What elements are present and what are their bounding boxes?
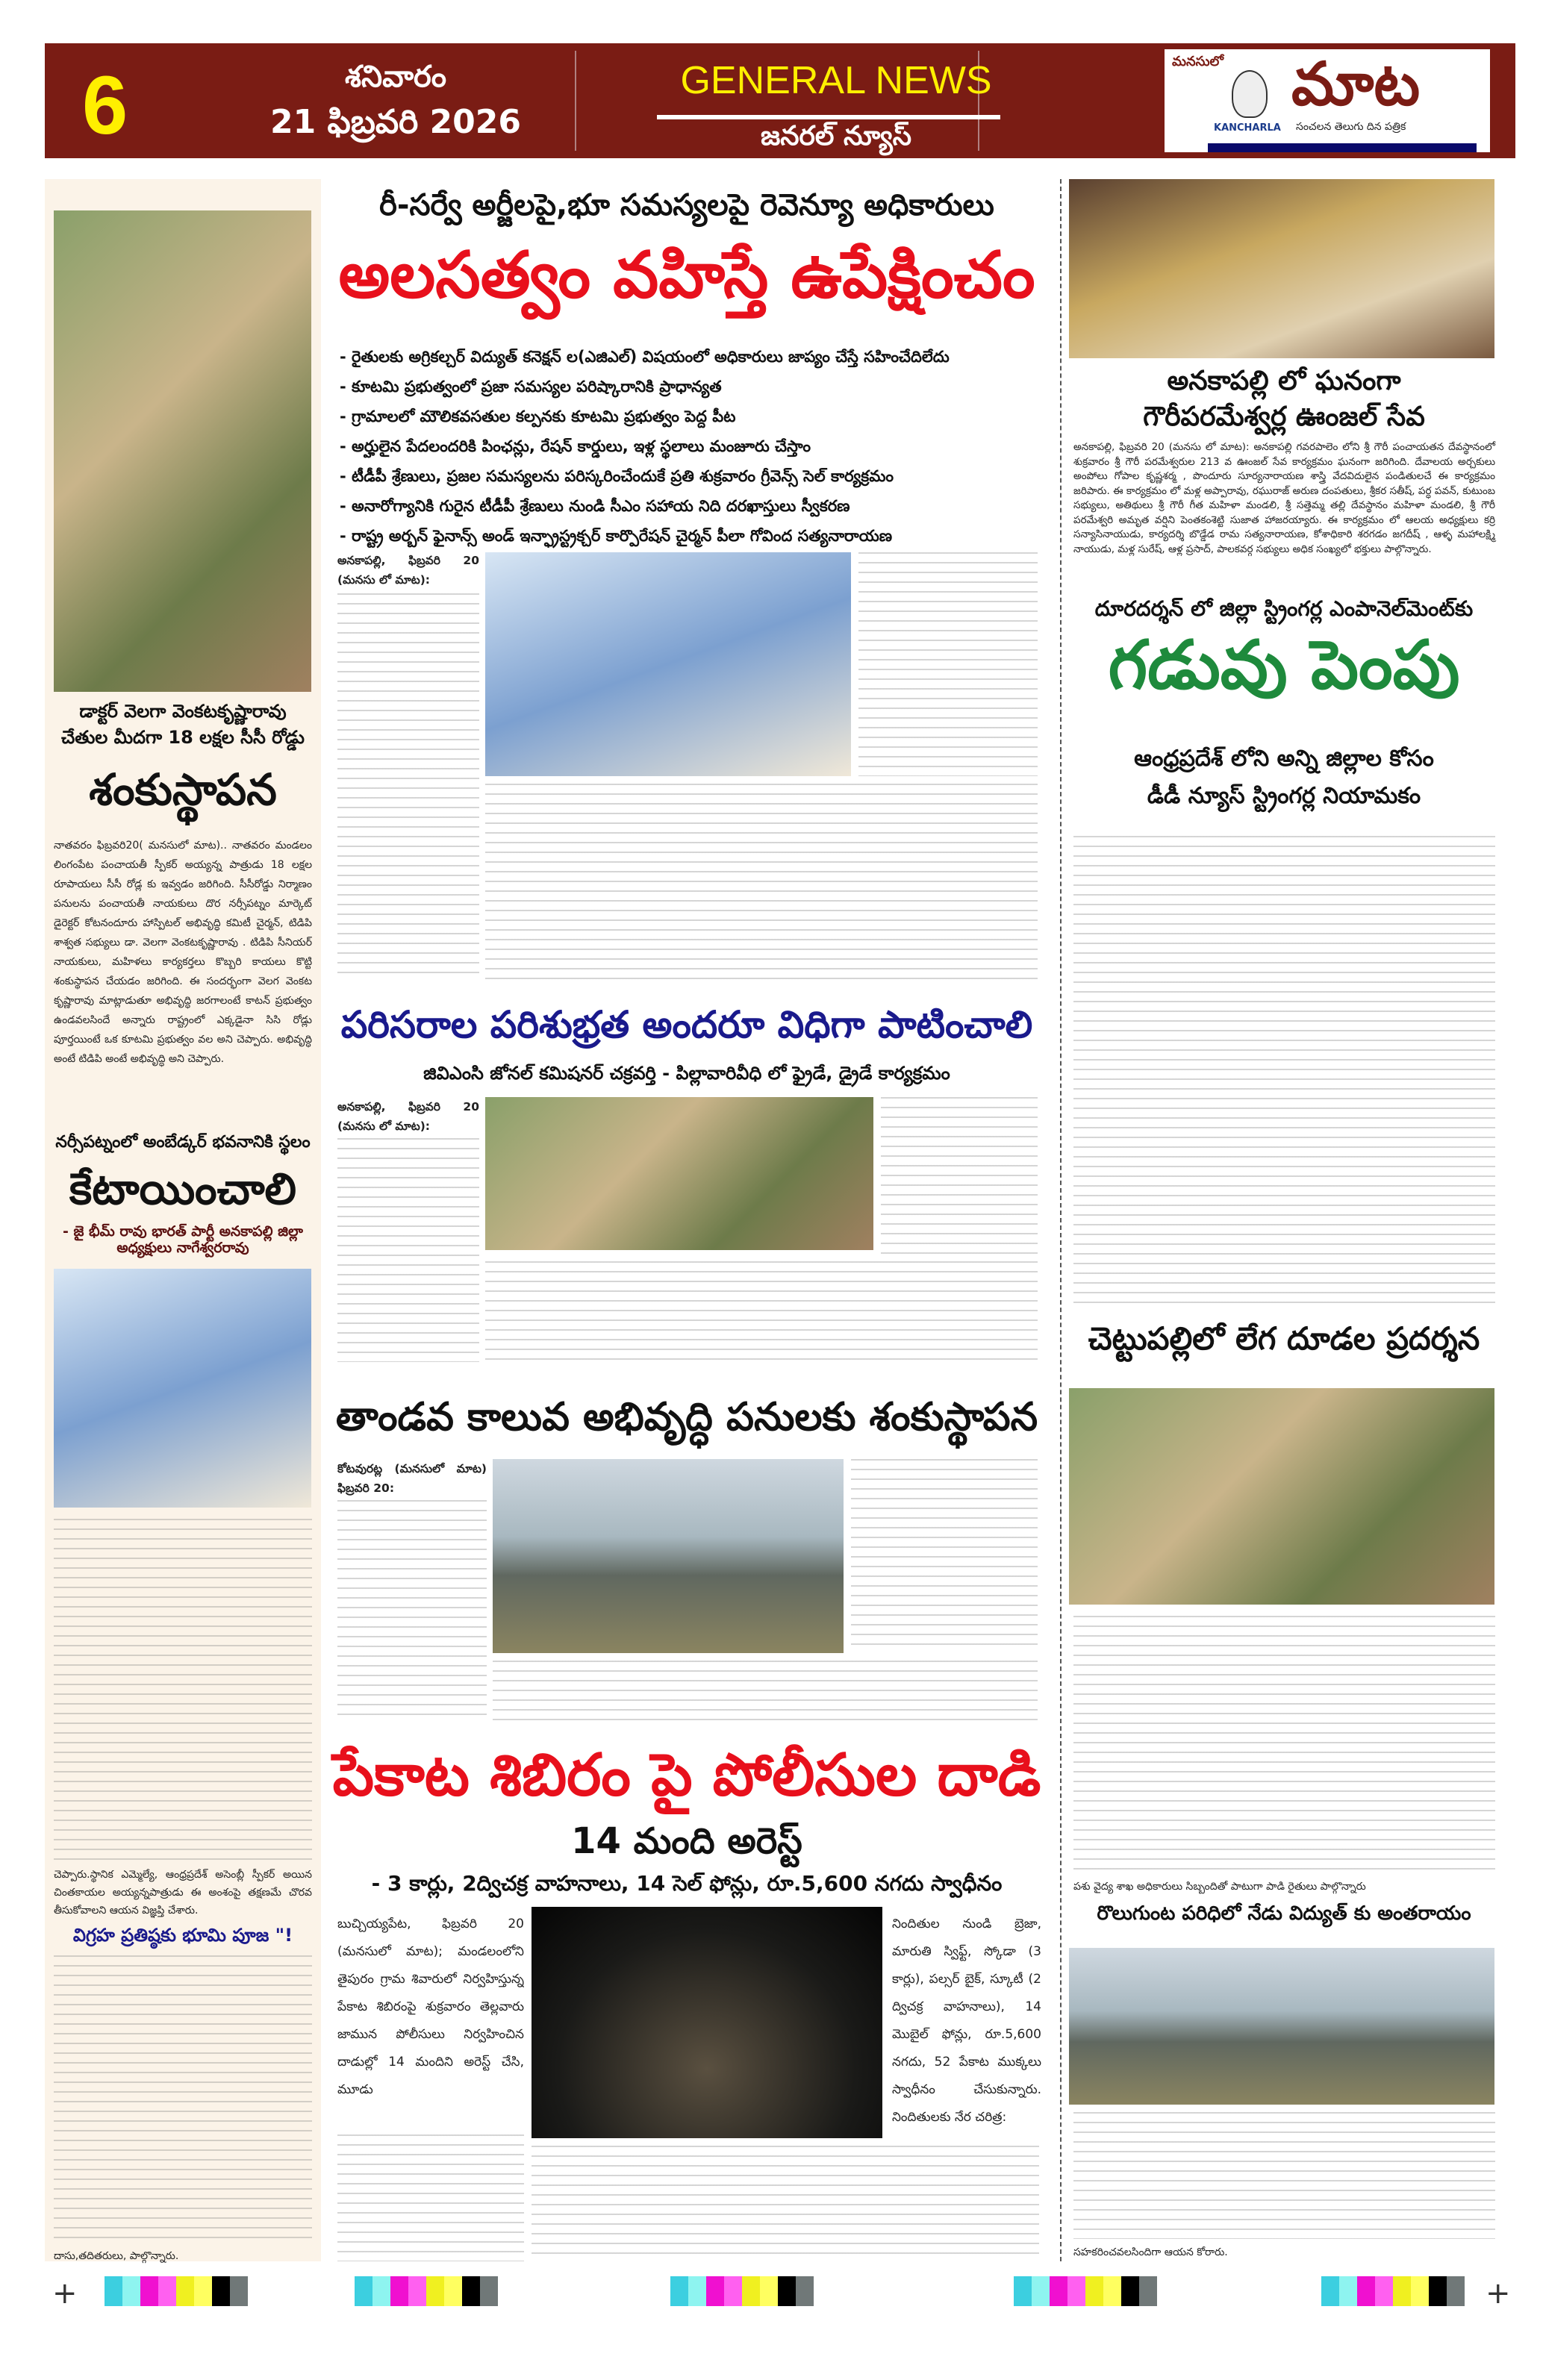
subheadline: ఆంధ్రప్రదేశ్ లోని అన్ని జిల్లాల కోసం	[1134, 746, 1434, 772]
article-body-end: చెప్పారు.స్థానిక ఎమ్మెల్యే, ఆంధ్రప్రదేశ్ అసెంబ్లీ స్పీకర్ అయిన చింతకాయల అయ్యన్నపాత్రుడు ఈ అంశంపై తక్షణమే చొరవ తీసుకోవాలని ఆయన విజ్ఞప్తి చేశారు.	[54, 1869, 312, 1917]
day: శనివారం	[345, 60, 446, 94]
dateline: అనకాపల్లి, ఫిబ్రవరి 20 (మనసు లో మాట):	[337, 1100, 479, 1133]
color-bar	[355, 2276, 498, 2306]
text-lines	[337, 1138, 479, 1362]
registration-mark: +	[1486, 2276, 1511, 2311]
canal-photo	[493, 1459, 844, 1653]
bullet: - గ్రామాలలో మౌలికవసతుల కల్పనకు కూటమి ప్రభుత్వం పెద్ద పీట	[340, 407, 736, 425]
subheadline: జివిఎంసి జోనల్ కమిషనర్ చక్రవర్తి - పిల్లావారివీధి లో ఫ్రైడే, డ్రైడే కార్యక్రమం	[423, 1063, 950, 1084]
text-lines	[485, 1261, 1038, 1366]
lead-headline: అలసత్వం వహిస్తే ఉపేక్షించం	[338, 238, 1035, 313]
bullet: - టీడీపీ శ్రేణులు, ప్రజల సమస్యలను పరిస్కరించేందుకే ప్రతి శుక్రవారం గ్రీవెన్స్ సెల్ కార్యక్రమం	[340, 467, 894, 485]
ambedkar-photo	[54, 1269, 311, 1508]
section-title-en: GENERAL NEWS	[680, 59, 992, 102]
text-lines	[881, 1097, 1038, 1254]
headline: కేటాయించాలి	[69, 1164, 297, 1214]
color-bar	[1321, 2276, 1465, 2306]
kicker: చేతుల మీదగా 18 లక్షల సీసీ రోడ్డు	[61, 727, 305, 748]
divider	[657, 115, 1000, 119]
color-bar	[670, 2276, 814, 2306]
text-lines	[858, 552, 1038, 776]
bullet: - అనారోగ్యానికి గురైన టీడీపీ శ్రేణులు నుండి సీఎం సహాయ నిది దరఖాస్తులు స్వీకరణ	[340, 497, 850, 515]
kicker: దూరదర్శన్ లో జిల్లా స్ట్రింగర్ల ఎంపానెల్‌మెంట్‌కు	[1094, 596, 1474, 621]
subheadline: 14 మంది అరెస్ట్	[571, 1820, 802, 1862]
text-lines	[1073, 2112, 1495, 2239]
raid-bullet: - 3 కార్లు, 2ద్విచక్ర వాహనాలు, 14 సెల్ ఫోన్లు, రూ.5,600 నగదు స్వాధీనం	[371, 1871, 1003, 1896]
bullet: - అర్హులైన పేదలందరికి పింఛన్లు, రేషన్ కార్డులు, ఇళ్ల స్థలాలు మంజూరు చేస్తాం	[340, 437, 811, 455]
bullet: - రైతులకు అగ్రికల్చర్ విద్యుత్ కనెక్షన్ ల(ఎజిఎల్) విషయంలో అధికారులు జాప్యం చేస్తే సహించేదిలేదు	[340, 348, 950, 366]
kicker: డాక్టర్ వెలగా వెంకటకృష్ణారావు	[79, 701, 287, 722]
subheadline: డీడీ న్యూస్ స్ట్రింగర్ల నియామకం	[1147, 783, 1421, 809]
text-lines	[54, 1955, 312, 2246]
section-title-te: జనరల్ న్యూస్	[760, 121, 912, 152]
date: 21 ఫిబ్రవరి 2026	[270, 103, 521, 141]
kicker: నర్సీపట్నంలో అంబేడ్కర్ భవనానికి స్థలం	[55, 1133, 311, 1152]
headline: విగ్రహ ప్రతిష్ఠకు భూమి పూజ "!	[72, 1925, 293, 1946]
portrait-icon	[1232, 70, 1268, 118]
text-lines	[337, 593, 479, 981]
headline: తాండవ కాలువ అభివృద్ధి పనులకు శంకుస్థాపన	[335, 1395, 1038, 1440]
road-foundation-photo	[54, 210, 311, 692]
temple-photo	[1069, 179, 1494, 358]
headline: శంకుస్థాపన	[89, 764, 277, 815]
lead-kicker: రీ-సర్వే అర్జీలపై,భూ సమస్యలపై రెవెన్యూ అధికారులు	[379, 188, 994, 222]
text-lines	[493, 1661, 1038, 1720]
logo-big: మాట	[1291, 49, 1421, 119]
substation-photo	[1069, 1948, 1494, 2105]
article-body: అనకాపల్లి, ఫిబ్రవరి 20 (మనసు లో మాట): అనకాపల్లి గవరపాలెం లోని శ్రీ గౌరీ పంచాయతన దేవస్థానంలో శుక్రవారం శ్రీ గౌరీ పరమేశ్వరుల 213 వ ఊంజల్ సేవ కార్యక్రమం ఘనంగా జరిగింది. దేవాలయ అర్చకులు అంపోలు గోపాల కృష్ణశర్మ , పొందూరు సూర్యనారాయణ శాస్త్రి వేదవిదులైన పండితులచే ఈ కార్యక్రమం జరిపారు. ఈ కార్యక్రమం లో మళ్ల అప్పారావు, రఘురాజ్ అరుణ దంపతులు, శ్రీకర సతీష్, పర్ధ పవన్, కుటుంబ సభ్యులు, అతిథులు శ్రీ గౌరీ గీత మహిళా మండలి, శ్రీ సత్తెమ్మ తల్లి దేవస్థానం మహిళా మండలి, శ్రీ గౌరీ పరమేశ్వరి అమృత వర్షిని పెంతకంశెట్టి సుజాత హాజరయ్యారు. ఈ కార్యక్రమం లో ఆలయ అధ్యక్షులు కర్రి సన్యాసినాయుడు, కార్యదర్శి బొడ్డేడ రామ సత్యనారాయణ, కోశాధికారి శరగడం జగదీష్ , ఆళ్ళ మహాలక్ష్మి నాయుడు, మళ్ల సురేష్, ఆళ్ల ప్రసాద్, పాలకవర్గ సభ్యులు అధిక సంఖ్యలో భక్తులు పాల్గొన్నారు.	[1073, 441, 1495, 555]
logo-brand: KANCHARLA	[1214, 122, 1281, 134]
headline: గౌరీపరమేశ్వర్ల ఊంజల్ సేవ	[1143, 402, 1425, 432]
headline: పేకాట శిబిరం పై పోలీసుల దాడి	[332, 1742, 1041, 1809]
newspaper-logo	[1165, 49, 1490, 152]
dateline: కోటవురట్ల (మనసులో మాట) ఫిబ్రవరి 20:	[337, 1462, 487, 1495]
headline: చెట్టుపల్లిలో లేగ దూడల ప్రదర్శన	[1088, 1320, 1480, 1357]
article-body: బుచ్చియ్యపేట, ఫిబ్రవరి 20 (మనసులో మాట); మండలంలోని తైపురం గ్రామ శివారులో నిర్వహిస్తున్న పేకాట శిబిరంపై శుక్రవారం తెల్లవారు జామున పోలీసులు నిర్వహించిన దాడుల్లో 14 మందిని అరెస్ట్ చేసి, మూడు	[337, 1917, 524, 2097]
subheadline: - జై భీమ్ రావు భారత్ పార్టీ అనకాపల్లి జిల్లా అధ్యక్షులు నాగేశ్వరరావు	[63, 1223, 303, 1256]
raid-photo	[532, 1907, 882, 2138]
headline: రొలుగుంట పరిధిలో నేడు విద్యుత్ కు అంతరాయం	[1097, 1902, 1471, 1925]
grievance-photo	[485, 552, 851, 776]
bullet: - కూటమి ప్రభుత్వంలో ప్రజా సమస్యల పరిష్కారానికి ప్రాధాన్యత	[340, 378, 722, 396]
logo-tagline: సంచలన తెలుగు దిన పత్రిక	[1296, 121, 1406, 133]
text-lines	[851, 1459, 1038, 1653]
headline: అనకాపల్లి లో ఘనంగా	[1167, 366, 1401, 396]
article-body: నాతవరం ఫిబ్రవరి20( మనసులో మాట).. నాతవరం మండలం లింగంపేట పంచాయతీ స్పీకర్ అయ్యన్న పాత్రుడు 18 లక్షల రూపాయలు సీసీ రోడ్ల కు ఇవ్వడం జరిగింది. సీసీరోడ్డు నిర్మాణం పనులను పంచాయతీ నాయకులు దొర నర్సీపట్నం మార్కెట్ డైరెక్టర్ కోటనందూరు హాస్పిటల్ అభివృద్ధి కమిటీ చైర్మన్, టిడిపి శాశ్వత సభ్యులు డా. వెలగా వెంకటకృష్ణారావు . టిడిపి సీనియర్ నాయకులు, మహిళలు కార్యకర్తలు కొబ్బరి కాయలు కొట్టి శంకుస్థాపన చేయడం జరిగింది. ఈ సందర్భంగా వెలగ వెంకట కృష్ణారావు మాట్లాడుతూ అభివృద్ధి జరగాలంటే కాటన్ ప్రభుత్వం ఉండవలసిందే అన్నారు రాష్ట్రంలో ఎక్కడైనా సిసి రోడ్లు పూర్తయింటే ఒక కూటమి ప్రభుత్వం వల అని చెప్పారు. అభివృద్ధి అంటే టిడిపి అంటే అభివృద్ధి అని చెప్పారు.	[54, 840, 312, 1065]
cleanliness-photo	[485, 1097, 873, 1250]
text-lines	[337, 2134, 524, 2261]
divider	[575, 51, 576, 151]
registration-mark: +	[52, 2276, 78, 2311]
color-bar	[105, 2276, 248, 2306]
logo-bar	[1208, 143, 1477, 152]
headline: పరిసరాల పరిశుభ్రత అందరూ విధిగా పాటించాలి	[340, 1003, 1033, 1046]
logo-small: మనసులో	[1172, 54, 1224, 69]
article-body-end: సహకరించవలసిందిగా ఆయన కోరారు.	[1073, 2246, 1228, 2258]
text-lines	[1073, 1616, 1495, 1873]
headline: గడువు పెంపు	[1108, 626, 1460, 705]
text-lines	[1073, 836, 1495, 1306]
masthead	[45, 43, 1515, 158]
text-lines	[337, 1500, 487, 1717]
text-lines	[54, 1519, 312, 1862]
calf-show-photo	[1069, 1388, 1494, 1605]
text-lines	[532, 2146, 1039, 2258]
article-body-end: పశు వైద్య శాఖ అధికారులు సిబ్బందితో పాటుగా పాడి రైతులు పాల్గొన్నారు	[1073, 1881, 1366, 1893]
column-divider	[1060, 179, 1062, 2261]
bullet: - రాష్ట్ర అర్బన్ ఫైనాన్స్ అండ్ ఇన్ఫ్రాస్ట్రక్చర్ కార్పొరేషన్ చైర్మన్ పీలా గోవింద సత్యనారాయణ	[340, 527, 893, 545]
text-lines	[485, 784, 1038, 985]
color-bar	[1014, 2276, 1157, 2306]
lead-bullets	[340, 342, 1041, 551]
article-body: నిందితుల నుండి బ్రెజా, మారుతి స్విఫ్ట్, స్కోడా (3 కార్లు), పల్సర్ బైక్, స్కూటీ (2 ద్విచక్ర వాహనాలు), 14 మొబైల్ ఫోన్లు, రూ.5,600 నగదు, 52 పేకాట ముక్కలు స్వాధీనం చేసుకున్నారు. నిందితులకు నేర చరిత్ర:	[892, 1917, 1041, 2125]
dateline: అనకాపల్లి, ఫిబ్రవరి 20 (మనసు లో మాట):	[337, 554, 479, 587]
article-body-end: దాసు,తదితరులు, పాల్గొన్నారు.	[54, 2250, 179, 2262]
page-number: 6	[82, 60, 128, 152]
